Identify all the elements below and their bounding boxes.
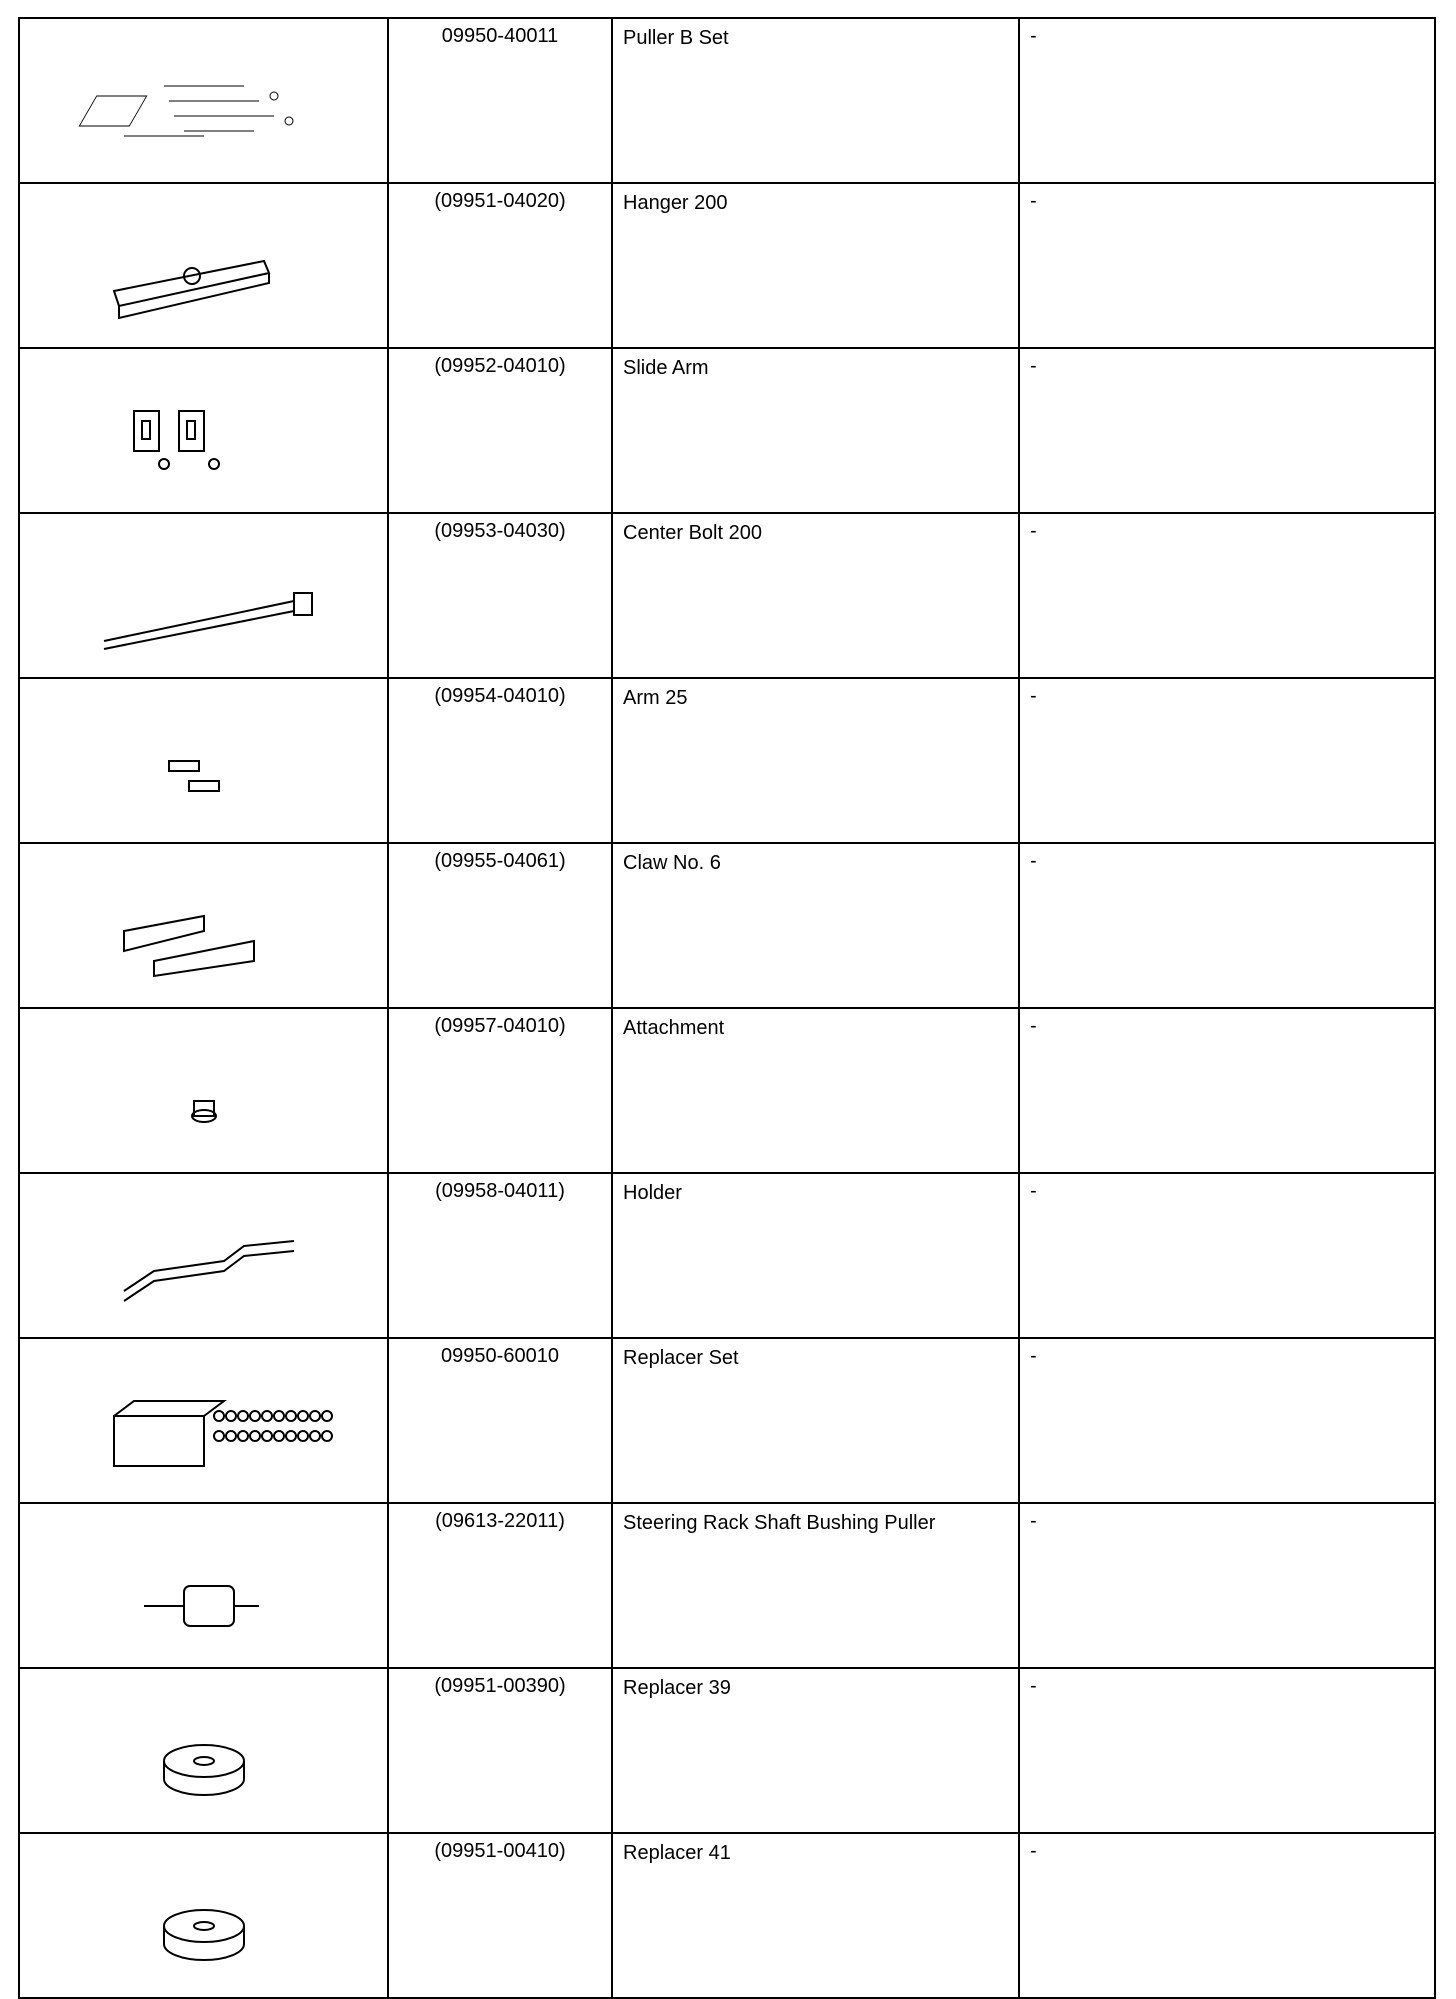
tool-illustration <box>19 1008 388 1173</box>
tool-illustration <box>19 843 388 1008</box>
tool-note: - <box>1019 1338 1435 1503</box>
table-row <box>19 1008 1435 1173</box>
replacer-set-icon <box>74 1386 334 1486</box>
tool-illustration <box>19 513 388 678</box>
part-number: (09954-04010) <box>388 678 612 843</box>
tool-name: Slide Arm <box>612 348 1019 513</box>
tool-name: Attachment <box>612 1008 1019 1173</box>
tool-note: - <box>1019 18 1435 183</box>
table-row <box>19 1833 1435 1998</box>
tool-illustration <box>19 183 388 348</box>
arm-icon <box>74 726 334 826</box>
tool-name: Puller B Set <box>612 18 1019 183</box>
part-number: (09957-04010) <box>388 1008 612 1173</box>
part-number: (09953-04030) <box>388 513 612 678</box>
tool-illustration <box>19 1338 388 1503</box>
table-row <box>19 183 1435 348</box>
part-number: (09951-00390) <box>388 1668 612 1833</box>
table-row <box>19 18 1435 183</box>
tool-name: Center Bolt 200 <box>612 513 1019 678</box>
bolt-icon <box>74 561 334 661</box>
tool-note: - <box>1019 348 1435 513</box>
tool-name: Replacer Set <box>612 1338 1019 1503</box>
tool-name: Hanger 200 <box>612 183 1019 348</box>
tool-name: Replacer 41 <box>612 1833 1019 1998</box>
tool-illustration <box>19 1833 388 1998</box>
replacer-icon <box>74 1716 334 1816</box>
tool-illustration <box>19 678 388 843</box>
tool-note: - <box>1019 1008 1435 1173</box>
table-row <box>19 513 1435 678</box>
tool-note: - <box>1019 1503 1435 1668</box>
tool-note: - <box>1019 1173 1435 1338</box>
tool-note: - <box>1019 843 1435 1008</box>
tool-illustration <box>19 1503 388 1668</box>
tool-name: Steering Rack Shaft Bushing Puller <box>612 1503 1019 1668</box>
tool-note: - <box>1019 1668 1435 1833</box>
table-row <box>19 1668 1435 1833</box>
slide-arm-icon <box>74 396 334 496</box>
tool-name: Holder <box>612 1173 1019 1338</box>
table-row <box>19 348 1435 513</box>
part-number: (09958-04011) <box>388 1173 612 1338</box>
tool-name: Arm 25 <box>612 678 1019 843</box>
part-number: (09951-04020) <box>388 183 612 348</box>
tool-illustration <box>19 348 388 513</box>
part-number: 09950-40011 <box>388 18 612 183</box>
tool-note: - <box>1019 183 1435 348</box>
tool-illustration <box>19 1173 388 1338</box>
hanger-icon <box>74 231 334 331</box>
tool-note: - <box>1019 1833 1435 1998</box>
tool-name: Replacer 39 <box>612 1668 1019 1833</box>
table-row <box>19 843 1435 1008</box>
puller-set-icon <box>74 66 334 166</box>
table-row <box>19 678 1435 843</box>
special-tools-table <box>18 17 1436 1999</box>
table-row <box>19 1338 1435 1503</box>
part-number: (09951-00410) <box>388 1833 612 1998</box>
attachment-icon <box>74 1056 334 1156</box>
bushing-puller-icon <box>74 1551 334 1651</box>
table-row <box>19 1173 1435 1338</box>
claw-icon <box>74 891 334 991</box>
tool-note: - <box>1019 513 1435 678</box>
tool-name: Claw No. 6 <box>612 843 1019 1008</box>
part-number: 09950-60010 <box>388 1338 612 1503</box>
table-row <box>19 1503 1435 1668</box>
holder-icon <box>74 1221 334 1321</box>
tool-note: - <box>1019 678 1435 843</box>
part-number: (09955-04061) <box>388 843 612 1008</box>
tool-illustration <box>19 18 388 183</box>
tool-illustration <box>19 1668 388 1833</box>
part-number: (09952-04010) <box>388 348 612 513</box>
part-number: (09613-22011) <box>388 1503 612 1668</box>
